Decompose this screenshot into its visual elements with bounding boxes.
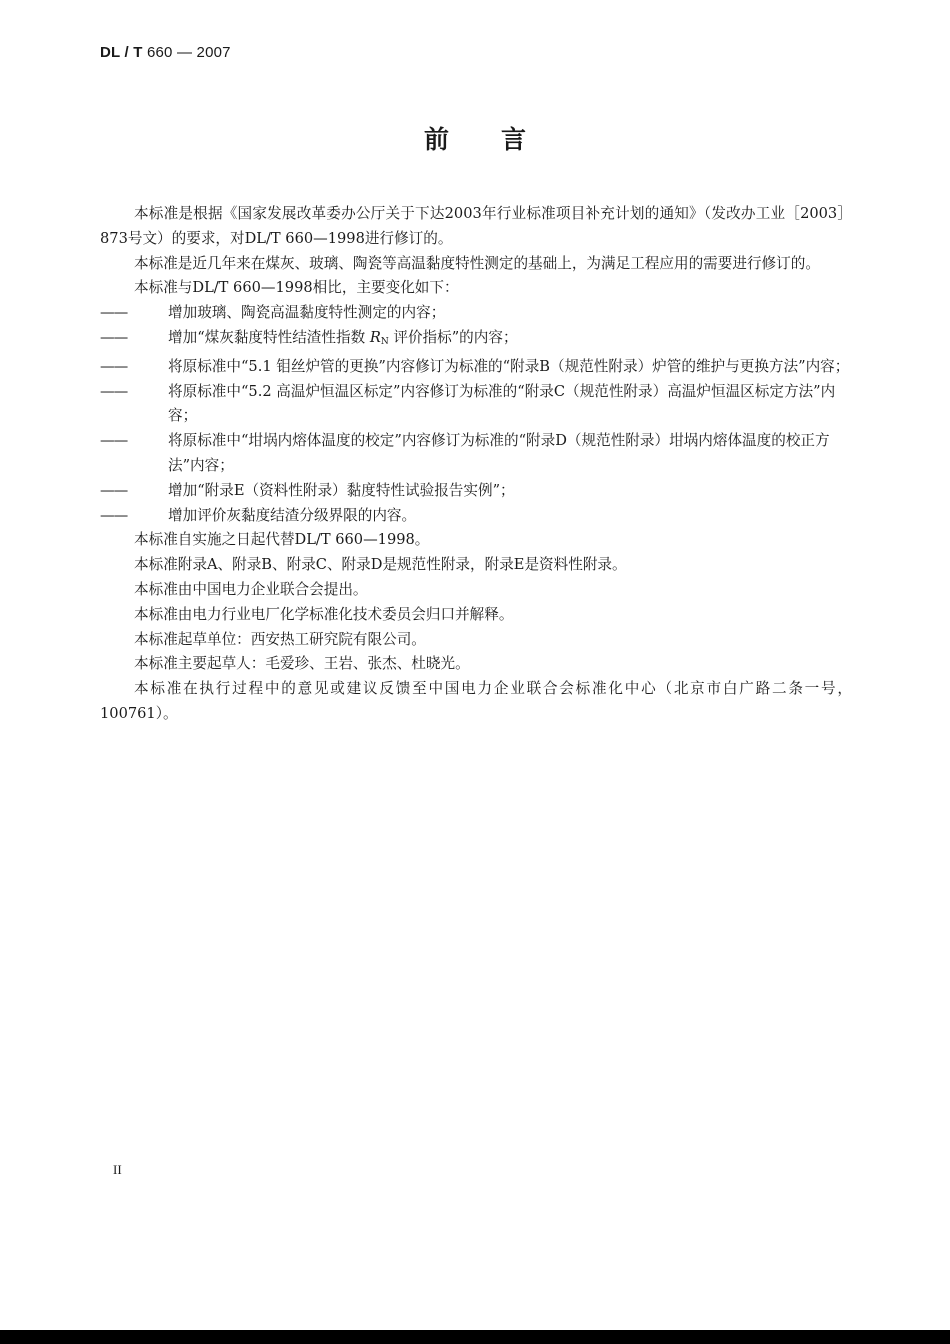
list-dash: —— <box>100 481 128 499</box>
rn-symbol: R <box>369 328 381 346</box>
paragraph: 本标准由电力行业电厂化学标准化技术委员会归口并解释。 <box>134 605 514 623</box>
paragraph: 本标准是近几年来在煤灰、玻璃、陶瓷等高温黏度特性测定的基础上，为满足工程应用的需要进行修订的。 <box>134 254 820 272</box>
paragraph: 本标准是根据《国家发展改革委办公厅关于下达2003年行业标准项目补充计划的通知》（发改办工业［2003］873号文）的要求，对DL/T 660—1998进行修订的。 <box>100 205 852 247</box>
change-item-text: 将原标准中“坩埚内熔体温度的校定”内容修订为标准的“附录D（规范性附录）坩埚内熔体温度的校正方法”内容； <box>168 432 830 474</box>
change-item-text: 将原标准中“5.2 高温炉恒温区标定”内容修订为标准的“附录C（规范性附录）高温炉恒温区标定方法”内容； <box>168 382 836 425</box>
page-number: II <box>113 1162 122 1177</box>
change-list-item <box>100 479 852 504</box>
bottom-edge-bar <box>0 1330 950 1344</box>
change-list-item <box>100 355 852 380</box>
change-list-item <box>100 429 852 479</box>
paragraph: 本标准在执行过程中的意见或建议反馈至中国电力企业联合会标准化中心（北京市白广路二条一号，100761）。 <box>100 680 852 722</box>
list-dash: —— <box>100 357 128 375</box>
list-dash: —— <box>100 382 128 400</box>
change-list-item <box>100 504 852 529</box>
change-item-text: 将原标准中“5.1 钼丝炉管的更换”内容修订为标准的“附录B（规范性附录）炉管的维护与更换方法”内容； <box>168 357 850 375</box>
standard-code-header <box>100 44 231 61</box>
paragraph: 本标准附录A、附录B、附录C、附录D是规范性附录，附录E是资料性附录。 <box>134 556 627 574</box>
paragraph: 本标准由中国电力企业联合会提出。 <box>134 580 368 598</box>
list-dash: —— <box>100 304 128 322</box>
foreword-body <box>100 202 852 727</box>
change-item-text: 增加评价灰黏度结渣分级界限的内容。 <box>168 506 417 524</box>
page-title: 前言 <box>423 125 578 154</box>
change-item-text: 增加“煤灰黏度特性结渣性指数 <box>168 328 366 346</box>
change-list-item <box>100 380 852 430</box>
paragraph: 本标准与DL/T 660—1998相比，主要变化如下： <box>134 279 459 297</box>
paragraph: 本标准主要起草人：毛爱珍、王岩、张杰、杜晓光。 <box>134 655 470 673</box>
paragraph: 本标准自实施之日起代替DL/T 660—1998。 <box>134 531 430 549</box>
list-dash: —— <box>100 506 128 524</box>
standard-code-number: 660 — 2007 <box>142 44 231 61</box>
rn-subscript: N <box>380 336 389 347</box>
change-item-text: 增加玻璃、陶瓷高温黏度特性测定的内容； <box>168 304 446 322</box>
list-dash: —— <box>100 432 128 450</box>
change-list-item <box>100 326 852 355</box>
change-list-item <box>100 301 852 326</box>
list-dash: —— <box>100 328 128 346</box>
paragraph: 本标准起草单位：西安热工研究院有限公司。 <box>134 630 426 648</box>
change-item-text: 增加“附录E（资料性附录）黏度特性试验报告实例”； <box>168 481 515 499</box>
standard-code-prefix: DL / T <box>100 44 143 61</box>
change-item-text-tail: 评价指标”的内容； <box>393 328 518 346</box>
